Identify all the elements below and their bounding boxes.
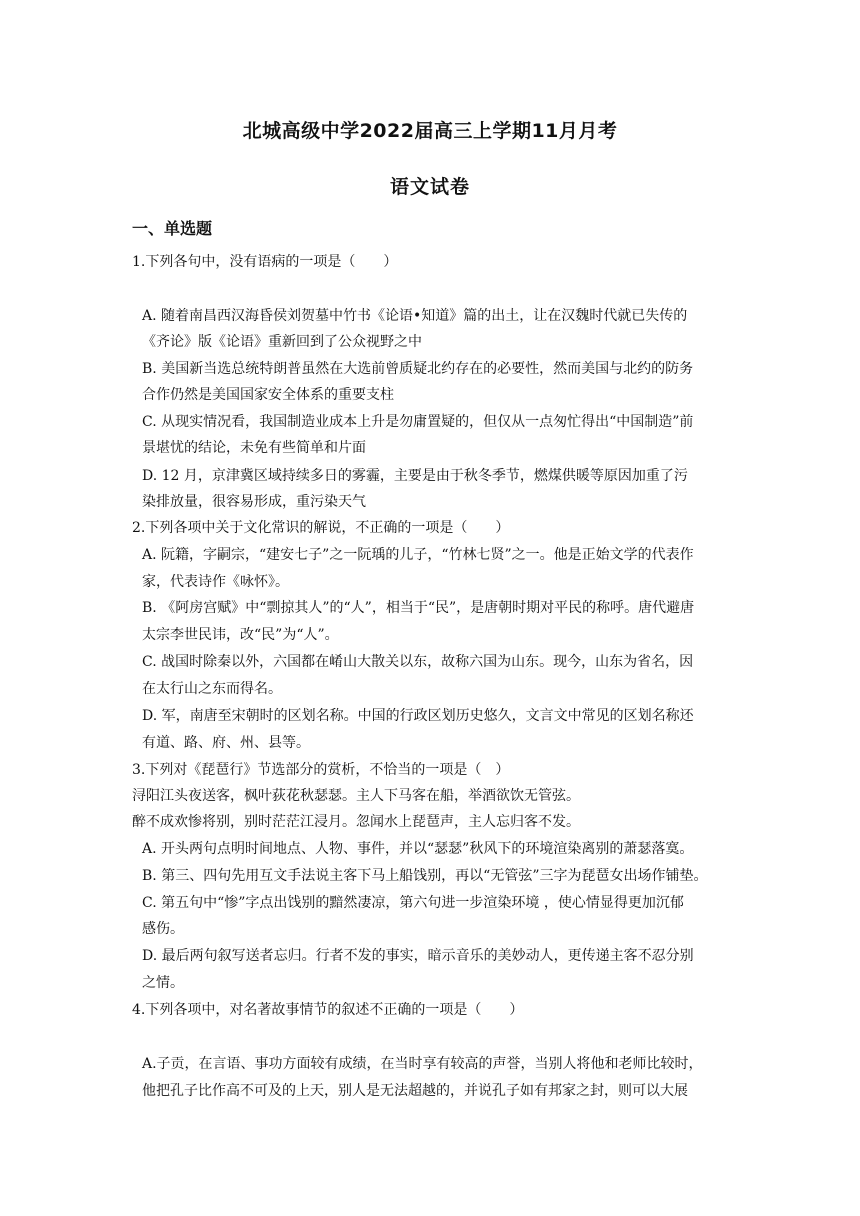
poem-line-2: 醉不成欢惨将别，别时茫茫江浸月。忽闻水上琵琶声，主人忘归客不发。 [132, 814, 580, 830]
question-2-option-c-cont: 在太行山之东而得名。 [142, 681, 282, 697]
question-3-option-a: A. 开头两句点明时间地点、人物、事件，并以“瑟瑟”秋风下的环境渲染离别的萧瑟落寞。 [142, 841, 694, 857]
question-3-option-c: C. 第五句中“惨”字点出饯别的黯然凄凉，第六句进一步渲染环境 ，使心情显得更加沉郁 [142, 895, 684, 911]
question-3-option-c-cont: 感伤。 [142, 921, 184, 937]
question-2-option-d-cont: 有道、路、府、州、县等。 [142, 735, 310, 751]
question-3-stem: 3.下列对《琵琶行》节选部分的赏析，不恰当的一项是（ ） [132, 762, 510, 778]
question-1-option-c-cont: 景堪忧的结论，未免有些简单和片面 [142, 440, 366, 456]
question-1-option-a-cont: 《齐论》版《论语》重新回到了公众视野之中 [142, 334, 422, 350]
question-4-stem: 4.下列各项中，对名著故事情节的叙述不正确的一项是（ ） [132, 1002, 524, 1018]
question-1-option-d-cont: 染排放量，很容易形成，重污染天气 [142, 494, 366, 510]
question-1-stem: 1.下列各句中，没有语病的一项是（ ） [132, 254, 398, 270]
question-2-option-a: A. 阮籍，字嗣宗，“建安七子”之一阮瑀的儿子，“竹林七贤”之一。他是正始文学的代表作 [142, 547, 694, 563]
question-3-option-d: D. 最后两句叙写送者忘归。行者不发的事实，暗示音乐的美妙动人，更传递主客不忍分别 [142, 948, 694, 964]
question-3-option-b: B. 第三、四句先用互文手法说主客下马上船饯别，再以“无管弦”三字为琵琶女出场作铺垫。 [142, 868, 708, 884]
question-2-option-b-cont: 太宗李世民讳，改“民”为“人”。 [142, 627, 339, 643]
question-2-option-c: C. 战国时除秦以外，六国都在崤山大散关以东，故称六国为山东。现今，山东为省名，因 [142, 654, 694, 670]
exam-title: 北城高级中学2022届高三上学期11月月考 [242, 120, 618, 142]
question-2-option-d: D. 军，南唐至宋朝时的区划名称。中国的行政区划历史悠久，文言文中常见的区划名称还 [142, 708, 694, 724]
question-3-option-d-cont: 之情。 [142, 975, 184, 991]
section-heading: 一、单选题 [132, 219, 213, 238]
question-1-option-b-cont: 合作仍然是美国国家安全体系的重要支柱 [142, 387, 394, 403]
question-1-option-b: B. 美国新当选总统特朗普虽然在大选前曾质疑北约存在的必要性，然而美国与北约的防务 [142, 361, 694, 377]
question-4-option-a-cont: 他把孔子比作高不可及的上天，别人是无法超越的，并说孔子如有邦家之封，则可以大展 [142, 1083, 688, 1099]
question-4-option-a: A.子贡，在言语、事功方面较有成绩，在当时享有较高的声誉，当别人将他和老师比较时， [142, 1056, 703, 1072]
question-2-option-a-cont: 家，代表诗作《咏怀》。 [142, 574, 289, 590]
question-2-option-b: B. 《阿房宫赋》中“剽掠其人”的“人”，相当于“民”，是唐朝时期对平民的称呼。唐代避唐 [142, 600, 695, 616]
poem-line-1: 浔阳江头夜送客，枫叶荻花秋瑟瑟。主人下马客在船，举酒欲饮无管弦。 [132, 788, 580, 804]
exam-subtitle: 语文试卷 [389, 176, 470, 198]
question-1-option-a: A. 随着南昌西汉海昏侯刘贺墓中竹书《论语•知道》篇的出土，让在汉魏时代就已失传的 [142, 308, 688, 324]
question-2-stem: 2.下列各项中关于文化常识的解说，不正确的一项是（ ） [132, 520, 510, 536]
question-1-option-c: C. 从现实情况看，我国制造业成本上升是勿庸置疑的，但仅从一点匆忙得出“中国制造”前 [142, 414, 694, 430]
question-1-option-d: D. 12 月，京津冀区域持续多日的雾霾，主要是由于秋冬季节，燃煤供暖等原因加重了污 [142, 468, 688, 484]
